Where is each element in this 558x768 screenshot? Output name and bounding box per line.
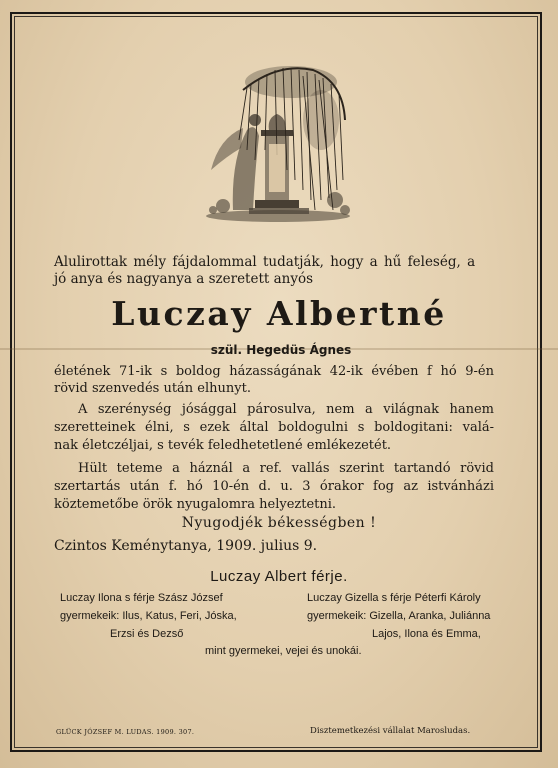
family-left-line-2: gyermekeik: Ilus, Katus, Feri, Jóska, <box>60 610 237 622</box>
printer-imprint: GLÜCK JÓZSEF M. LUDAS. 1909. 307. <box>56 728 195 736</box>
family-left-line-3: Erzsi és Dezső <box>110 628 184 640</box>
mourning-angel-willow-illustration <box>203 60 353 224</box>
husband-name: Luczay Albert férje. <box>210 568 348 585</box>
deceased-name: Luczay Albertné <box>111 294 447 333</box>
family-right-line-3: Lajos, Ilona és Emma, <box>372 628 481 640</box>
maiden-name: szül. Hegedüs Ágnes <box>210 343 352 357</box>
paragraph-1-line-2: rövid szenvedés után elhunyt. <box>54 381 251 396</box>
family-left-line-1: Luczay Ilona s férje Szász József <box>60 592 223 604</box>
place-and-date: Czintos Keménytanya, 1909. julius 9. <box>54 538 318 554</box>
paragraph-1-line-1: életének 71-ik s boldog házasságának 42-ik évében f hó 9-én <box>54 364 494 379</box>
paragraph-2-line-1: A szerénység jósággal párosulva, nem a világnak hanem <box>78 402 494 417</box>
intro-line-1: Alulirottak mély fájdalommal tudatják, hogy a hű feleség, a <box>54 254 476 270</box>
family-closing-line: mint gyermekei, vejei és unokái. <box>205 645 362 657</box>
rest-in-peace-line: Nyugodjék békességben ! <box>181 515 377 531</box>
paragraph-3-line-3: köztemetőbe örök nyugalomra helyeztetni. <box>54 497 337 512</box>
paragraph-2-line-2: szeretteinek élni, s ezek által boldogulni s boldogitani: valá- <box>54 420 494 435</box>
paragraph-2-line-3: nak életczéljai, s tevék feledhetetlené emlékezetét. <box>54 438 392 453</box>
paragraph-3-line-1: Hült teteme a háznál a ref. vallás szerint tartandó rövid <box>78 461 494 476</box>
intro-line-2: jó anya és nagyanya a szeretett anyós <box>54 271 314 287</box>
family-right-line-1: Luczay Gizella s férje Péterfi Károly <box>307 592 481 604</box>
paragraph-3-line-2: szertartás után f. hó 10-én d. u. 3 órakor fog az istvánházi <box>54 479 494 494</box>
family-right-line-2: gyermekeik: Gizella, Aranka, Juliánna <box>307 610 491 622</box>
funeral-company-imprint: Disztemetkezési vállalat Marosludas. <box>310 726 471 736</box>
